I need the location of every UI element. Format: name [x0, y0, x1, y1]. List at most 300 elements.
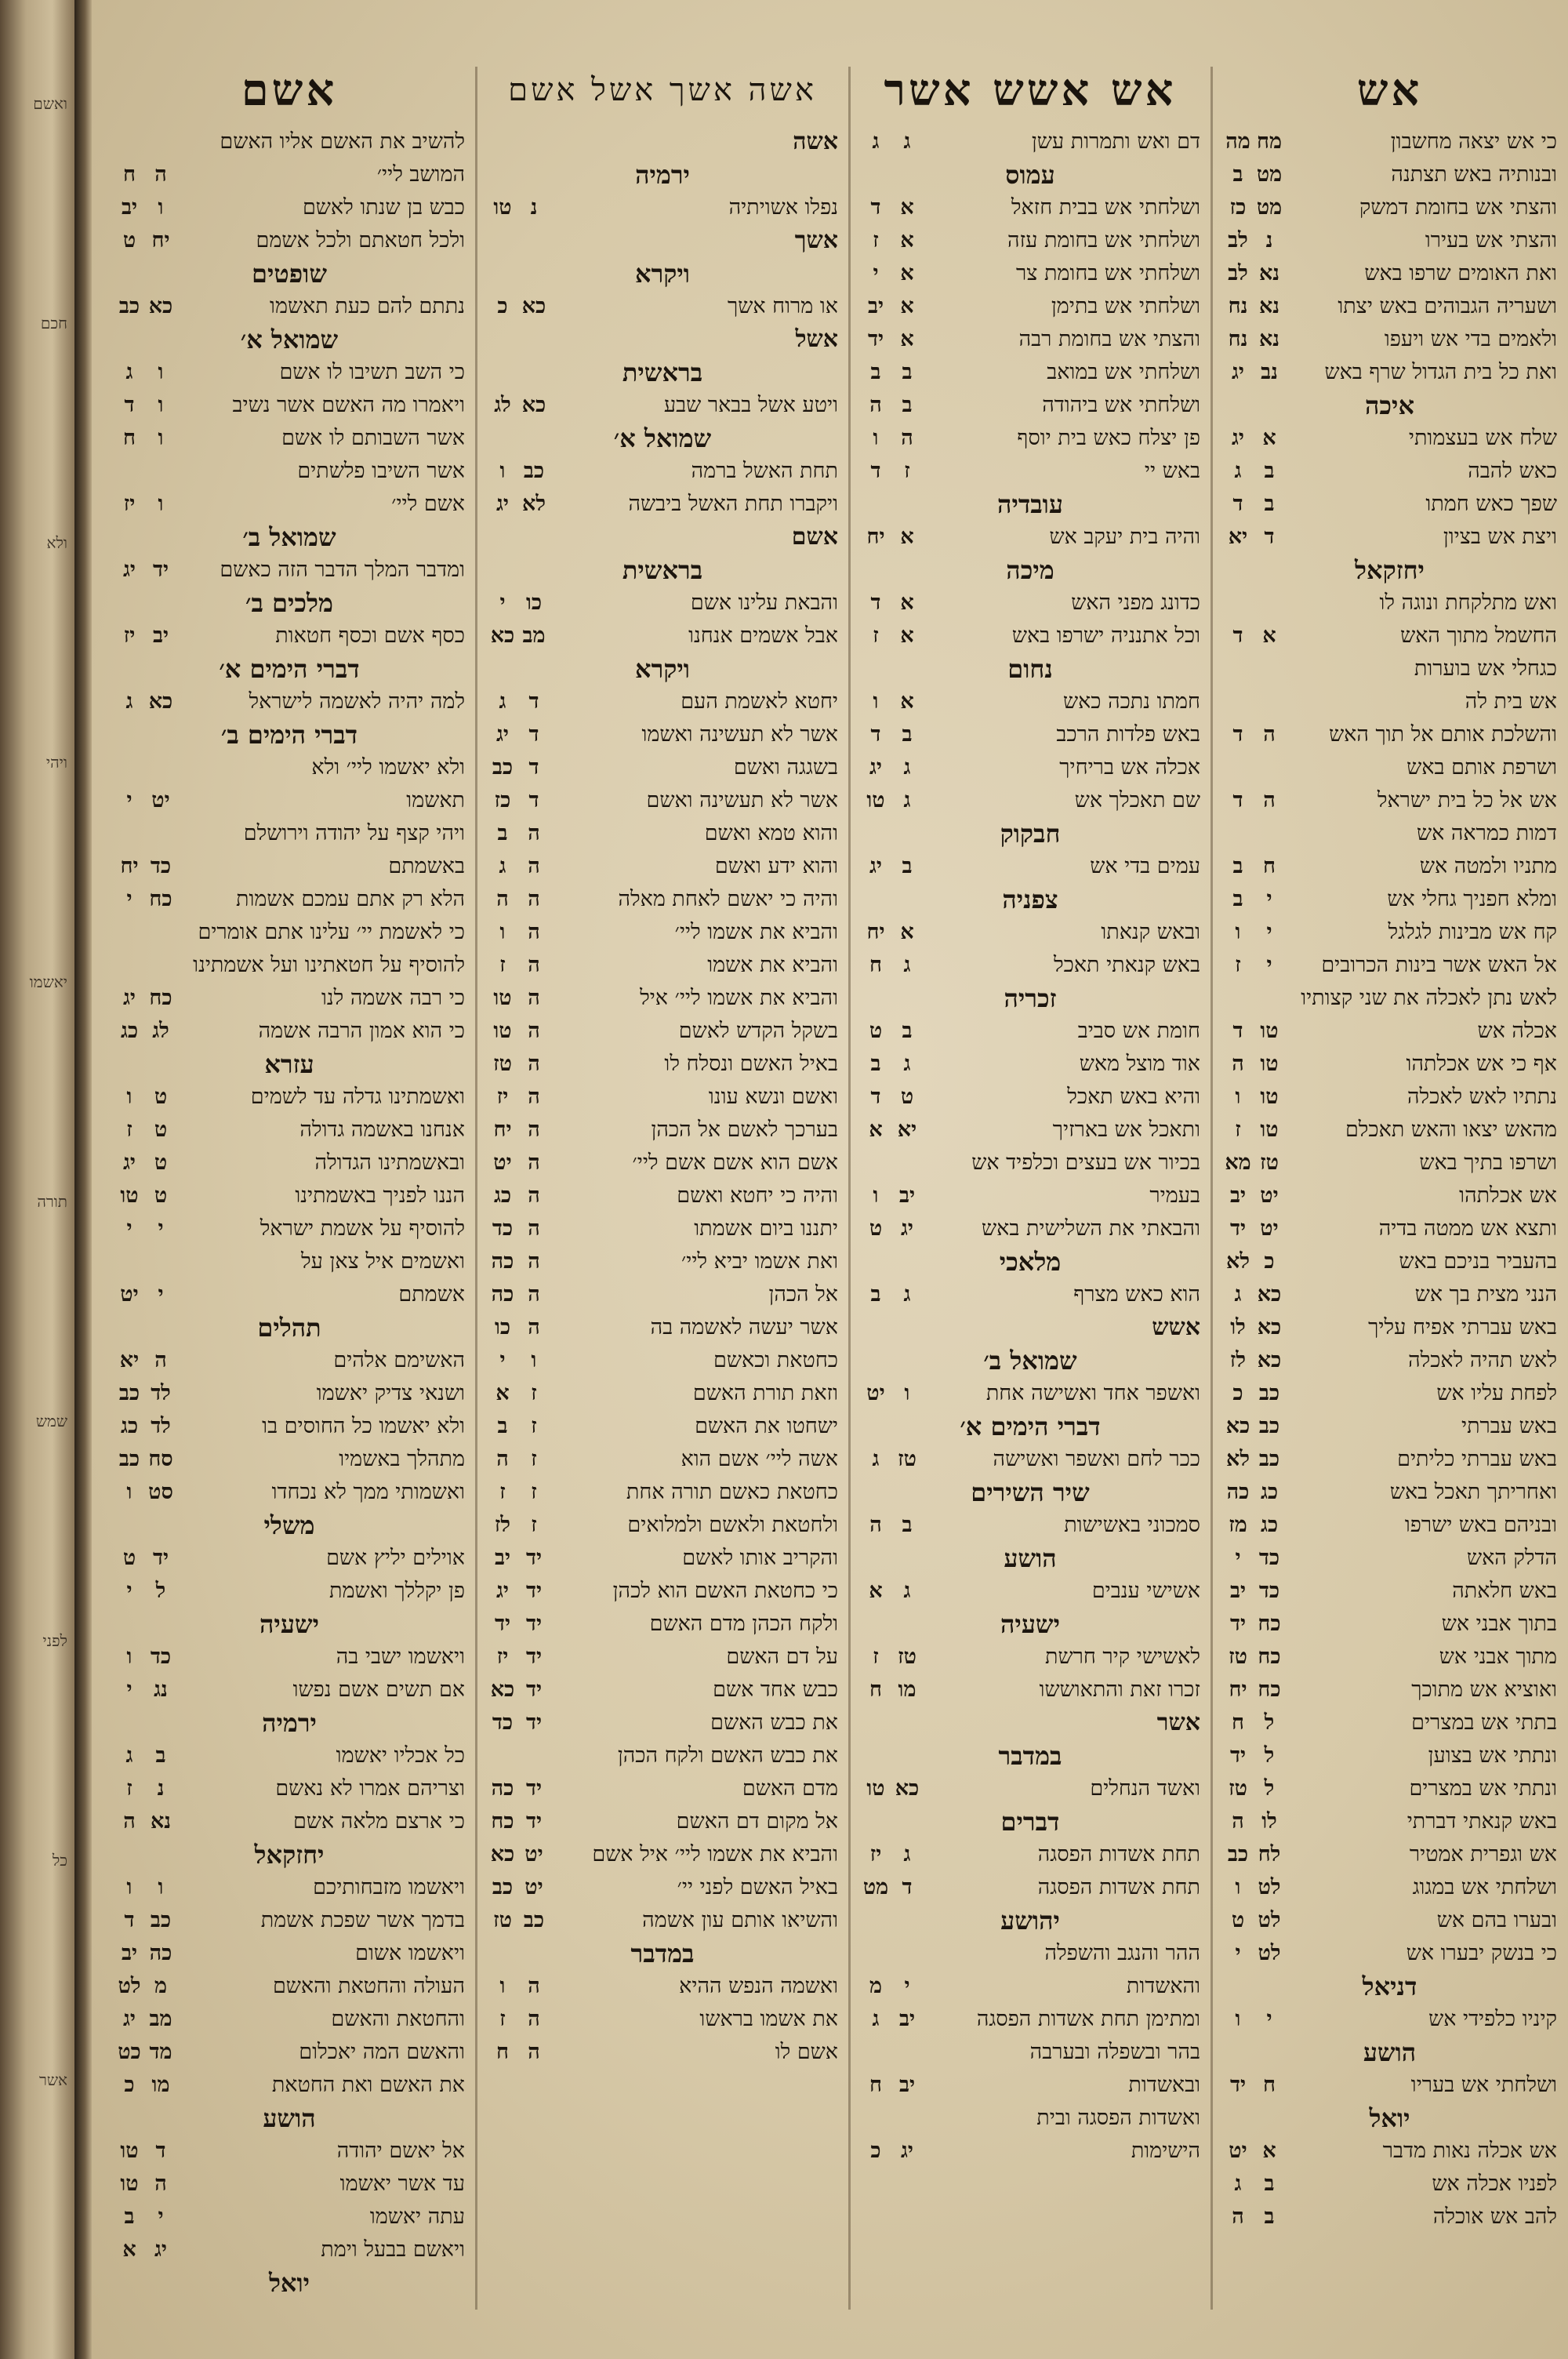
verse-number: לב [1228, 228, 1248, 253]
entry-text: ותצא אש ממטה בדיה [1378, 1216, 1557, 1241]
chapter-number: לד [151, 1414, 171, 1438]
verse-number: ז [1235, 1118, 1241, 1142]
entry-line [1222, 1212, 1557, 1245]
entry-line [1222, 125, 1557, 158]
entry-line [114, 1871, 465, 1904]
entry-text: תהלים [257, 1313, 321, 1343]
chapter-number: ג [903, 1842, 911, 1866]
chapter-number: ז [531, 1480, 537, 1504]
verse-number: יב [1229, 1183, 1247, 1208]
verse-number: ה [496, 887, 509, 911]
entry-text: כסף אשם וכסף חטאות [275, 623, 465, 648]
verse-number: לג [494, 393, 511, 417]
verse-number: ט [869, 1019, 883, 1043]
verse-number: לא [1226, 1447, 1250, 1471]
chapter-number: א [900, 195, 914, 220]
entry-line [860, 2069, 1200, 2102]
entry-text: באש עברתי [1461, 1414, 1557, 1438]
verse-number: כב [492, 1875, 514, 1899]
verse-number: יג [1232, 426, 1244, 450]
entry-text: ישעיה [1000, 1609, 1060, 1639]
entry-line [860, 1048, 1200, 1081]
chapter-number: מו [151, 2073, 170, 2097]
entry-line [487, 1443, 838, 1476]
verse-number: כד [492, 1710, 514, 1735]
chapter-number: טז [1260, 1150, 1279, 1175]
entry-line [114, 554, 465, 587]
entry-line [860, 224, 1200, 257]
verse-number: כא [490, 1842, 515, 1866]
chapter-number: ג [903, 1282, 911, 1307]
chapter-number: א [900, 591, 914, 615]
entry-text: ויאשמו ישבי בה [336, 1645, 465, 1669]
entry-text: לאש נתן לאכלה את שני קצותיו [1301, 986, 1557, 1010]
entry-text: עובדיה [997, 489, 1063, 519]
book-heading [860, 1542, 1200, 1575]
entry-text: אף כי אש אכלתהו [1406, 1052, 1557, 1076]
entry-line [114, 1180, 465, 1212]
verse-number: יד [1229, 1612, 1247, 1636]
entry-text: ושעריה הגבוהים באש יצתו [1338, 294, 1557, 318]
entry-line [1222, 323, 1557, 356]
entry-text: חמתו נתכה כאש [1062, 689, 1200, 714]
book-heading [487, 158, 838, 191]
entry-line [1222, 455, 1557, 488]
chapter-number: כב [1258, 1381, 1280, 1405]
chapter-number: יד [525, 1776, 543, 1801]
entry-text: והביא את אשמו ליי׳ איל [640, 986, 838, 1010]
entry-text: בעמיר [1149, 1183, 1200, 1208]
chapter-number: כא [895, 1776, 920, 1801]
entry-line [114, 1641, 465, 1674]
entry-text: והביא את אשמו [707, 953, 838, 977]
verse-number: יג [496, 722, 509, 747]
chapter-number: ב [902, 722, 913, 747]
book-heading [860, 1476, 1200, 1509]
book-heading [860, 554, 1200, 587]
verse-number: ג [1234, 1282, 1242, 1307]
entry-line [114, 1344, 465, 1377]
entry-line [860, 1278, 1200, 1311]
verse-number: יב [867, 294, 884, 318]
verse-number: ז [1235, 953, 1241, 977]
chapter-number: ד [902, 1875, 913, 1899]
chapter-number: ב [155, 1743, 166, 1768]
entry-line [487, 982, 838, 1015]
verse-number: ג [499, 689, 506, 714]
entry-line [114, 1476, 465, 1509]
entry-text: דברים [1000, 1807, 1060, 1837]
entry-text: דם ואש ותמרות עשן [1031, 129, 1200, 154]
entry-text: בכיור אש בעצים וכלפיד אש [971, 1150, 1200, 1175]
chapter-number: יט [151, 788, 170, 812]
verse-number: ז [499, 2007, 506, 2031]
entry-text: ואש מתלקחת ונוגה לו [1379, 591, 1557, 615]
chapter-number: י [1266, 887, 1272, 911]
verse-number: יז [496, 1085, 509, 1109]
entry-text: ושרפו בתיך באש [1419, 1150, 1557, 1175]
entry-text: והביא את אשמו ליי׳ [674, 920, 838, 944]
entry-line [114, 125, 465, 158]
book-heading [114, 2266, 465, 2299]
entry-text: באשמתם [388, 854, 465, 878]
verse-number: ב [1232, 854, 1243, 878]
book-heading [114, 1838, 465, 1871]
chapter-number: י [904, 1974, 910, 1998]
entry-text: וכל אתנניה ישרפו באש [1011, 623, 1200, 648]
book-heading [860, 1739, 1200, 1772]
chapter-number: ב [1264, 2205, 1275, 2229]
book-heading [860, 1805, 1200, 1838]
chapter-number: כד [150, 1645, 172, 1669]
chapter-number: נג [154, 1677, 168, 1702]
entry-line [487, 751, 838, 784]
entry-text: נפלו אשויתיה [728, 195, 838, 220]
entry-line [860, 916, 1200, 949]
verse-number: טז [493, 1908, 512, 1932]
entry-line [487, 455, 838, 488]
entry-line [860, 1081, 1200, 1114]
entry-line [114, 2135, 465, 2168]
entry-text: והיא באש תאכל [1067, 1085, 1200, 1109]
verse-number: ב [870, 360, 881, 384]
entry-text: והצתי אש בחומת רבה [1018, 327, 1200, 351]
verse-number: כב [118, 1381, 140, 1405]
entry-line [487, 587, 838, 620]
entry-text: ויקברו תחת האשל ביבשה [628, 492, 838, 516]
entry-line [860, 389, 1200, 422]
entry-list [849, 125, 1211, 2168]
chapter-number: נב [1261, 360, 1278, 384]
verse-number: ז [873, 1645, 879, 1669]
entry-text: ונתתי אש בצוען [1428, 1743, 1557, 1768]
verse-number: ב [497, 821, 508, 845]
entry-line [860, 1641, 1200, 1674]
entry-text: מיכה [1006, 555, 1054, 585]
entry-line [1222, 1838, 1557, 1871]
chapter-number: כא [1257, 1315, 1282, 1339]
entry-line [1222, 2135, 1557, 2168]
entry-text: עד אשר יאשמו [339, 2172, 465, 2196]
entry-line [1222, 1410, 1557, 1443]
entry-line [114, 1212, 465, 1245]
entry-text: חבקוק [1000, 819, 1061, 849]
entry-line [860, 1377, 1200, 1410]
entry-line [1222, 1344, 1557, 1377]
chapter-number: י [1266, 953, 1272, 977]
entry-text: מתהלך באשמיו [339, 1447, 465, 1471]
entry-text: כאש להבה [1468, 459, 1557, 483]
entry-text: כי אש יצאה מחשבון [1390, 129, 1557, 154]
entry-text: ואשדות הפסגה ובית [1036, 2106, 1200, 2130]
entry-line [114, 1904, 465, 1937]
verse-number: לז [1229, 1348, 1247, 1372]
entry-line [114, 158, 465, 191]
entry-text: דניאל [1362, 1972, 1417, 2001]
entry-text: למה יהיה לאשמה לישראל [249, 689, 465, 714]
entry-line [114, 1542, 465, 1575]
verse-number: ד [124, 393, 135, 417]
chapter-number: יג [901, 2139, 913, 2163]
entry-text: כגחלי אש בוערות [1414, 656, 1557, 681]
entry-text: והקריב אותו לאשם [682, 1546, 838, 1570]
chapter-number: יט [524, 1842, 543, 1866]
chapter-number: כד [150, 854, 172, 878]
entry-text: בתתי אש במצרים [1411, 1710, 1557, 1735]
chapter-number: יד [525, 1546, 543, 1570]
entry-line [1222, 1674, 1557, 1707]
entry-text: והבאתי את השלישית באש [982, 1216, 1200, 1241]
entry-line [487, 2036, 838, 2069]
chapter-number: ד [1264, 525, 1275, 549]
entry-line [1222, 1114, 1557, 1147]
verse-number: יד [1229, 2073, 1247, 2097]
entry-line [1222, 1476, 1557, 1509]
chapter-number: מד [149, 2040, 172, 2064]
verse-number: יד [1229, 1743, 1247, 1768]
entry-text: ואוציא אש מתוכך [1411, 1677, 1557, 1702]
entry-text: לפחת עליו אש [1436, 1381, 1557, 1405]
entry-text: ושלחתי אש ביהודה [1042, 393, 1200, 417]
entry-text: ויאשמו מזבחותיכם [313, 1875, 465, 1899]
entry-line [114, 982, 465, 1015]
chapter-number: נ [1265, 228, 1273, 253]
entry-text: ושלחתי אש בתימן [1051, 294, 1200, 318]
column-rule [1210, 67, 1213, 2310]
entry-text: יהושע [1000, 1906, 1060, 1936]
entry-text: נחום [1007, 654, 1053, 684]
verse-number: יא [119, 1348, 140, 1372]
entry-line [1222, 949, 1557, 982]
entry-text: והשלכת אותם אל תוך האש [1329, 722, 1557, 747]
column-rule [848, 67, 851, 2310]
verse-number: ג [872, 129, 880, 154]
entry-line [1222, 1245, 1557, 1278]
entry-text: ושלחתי אש במואב [1047, 360, 1200, 384]
entry-line [1222, 784, 1557, 817]
chapter-number: טז [898, 1645, 916, 1669]
facing-page-fragment: כל [52, 1851, 67, 1870]
entry-line [1222, 718, 1557, 751]
chapter-number: ח [1263, 854, 1276, 878]
verse-number: טו [493, 1019, 512, 1043]
entry-text: ואשמתינו גדלה עד לשמים [250, 1085, 465, 1109]
verse-number: י [126, 1677, 132, 1702]
chapter-number: ו [158, 393, 164, 417]
entry-text: והצתי אש בחומת דמשק [1359, 195, 1557, 220]
entry-line [114, 784, 465, 817]
entry-text: בשקל הקדש לאשם [678, 1019, 838, 1043]
verse-number: ט [1231, 1908, 1245, 1932]
entry-line [860, 521, 1200, 554]
chapter-number: ב [1264, 492, 1275, 516]
chapter-number: ה [528, 1974, 540, 1998]
chapter-number: ט [900, 1085, 914, 1109]
entry-line [860, 1509, 1200, 1542]
book-heading [1222, 2102, 1557, 2135]
verse-number: ז [873, 623, 879, 648]
entry-line [114, 2234, 465, 2266]
entry-text: ככר לחם ואשפר ואשישה [993, 1447, 1200, 1471]
chapter-number: לט [1258, 1941, 1281, 1965]
verse-number: ד [1232, 623, 1243, 648]
entry-line [1222, 1542, 1557, 1575]
chapter-number: ו [158, 426, 164, 450]
verse-number: ג [125, 1743, 133, 1768]
entry-line [114, 488, 465, 521]
entry-line [1222, 257, 1557, 290]
chapter-number: לא [522, 492, 546, 516]
entry-text: והוא ידע ואשם [714, 854, 838, 878]
verse-number: ו [499, 920, 506, 944]
entry-text: כי בנשק יבערו אש [1406, 1941, 1557, 1965]
entry-text: אשישי ענבים [1091, 1579, 1200, 1603]
facing-page-fragment: שמש [35, 1412, 67, 1430]
entry-text: לאש תהיה לאכלה [1408, 1348, 1557, 1372]
entry-text: ובאשמתינו הגדולה [314, 1150, 465, 1175]
entry-line [114, 1937, 465, 1970]
verse-number: כב [118, 294, 140, 318]
chapter-number: לט [1258, 1908, 1281, 1932]
chapter-number: יא [897, 1118, 917, 1142]
book-heading [114, 1311, 465, 1344]
entry-text: והצתי אש בעירו [1425, 228, 1557, 253]
entry-text: כי השב תשיבו לו אשם [279, 360, 465, 384]
verse-number: ג [872, 1447, 880, 1471]
book-heading [114, 1608, 465, 1641]
entry-line [114, 850, 465, 883]
entry-text: שמואל ב׳ [242, 522, 336, 552]
book-heading [860, 488, 1200, 521]
entry-line [487, 784, 838, 817]
verse-number: ב [1232, 887, 1243, 911]
entry-text: עמים בדי אש [1090, 854, 1200, 878]
entry-text: אכלה אש [1477, 1019, 1557, 1043]
entry-text: והחטאת והאשם [331, 2007, 465, 2031]
entry-text: דברי הימים א׳ [960, 1412, 1101, 1441]
chapter-number: ט [154, 1150, 168, 1175]
entry-line [860, 1180, 1200, 1212]
book-heading [860, 982, 1200, 1015]
entry-text: ואחריתך תאכל באש [1389, 1480, 1557, 1504]
entry-line [487, 1608, 838, 1641]
entry-line [487, 850, 838, 883]
entry-text: הושע [1363, 2037, 1417, 2067]
entry-line [1222, 2201, 1557, 2234]
chapter-number: נא [1258, 294, 1280, 318]
chapter-number: כא [148, 294, 173, 318]
chapter-number: מב [149, 2007, 172, 2031]
book-heading [860, 1608, 1200, 1641]
entry-text: ואשד הנחלים [1090, 1776, 1200, 1801]
entry-line [1222, 1904, 1557, 1937]
verse-number: ב [870, 1282, 881, 1307]
verse-number: ג [872, 2007, 880, 2031]
entry-text: שלח אש בעצמותי [1408, 426, 1557, 450]
entry-line [487, 916, 838, 949]
entry-text: זכריה [1004, 983, 1057, 1013]
entry-text: בראשית [622, 358, 703, 387]
entry-line [1222, 652, 1557, 685]
chapter-number: מ [154, 1974, 167, 1998]
column-asham [103, 0, 476, 2359]
entry-text: הושע [1004, 1543, 1057, 1573]
verse-number: יז [869, 1842, 882, 1866]
entry-text: יחזקאל [1355, 555, 1425, 585]
entry-text: בשגגה ואשם [733, 755, 838, 780]
verse-number: ד [870, 1085, 881, 1109]
chapter-number: כח [1258, 1612, 1281, 1636]
entry-text: ושלחתי אש בבית חזאל [1011, 195, 1200, 220]
entry-line [487, 883, 838, 916]
entry-line [860, 455, 1200, 488]
entry-line [487, 191, 838, 224]
book-heading [114, 257, 465, 290]
entry-text: פן יקללך ואשמת [329, 1579, 465, 1603]
entry-line [1222, 1509, 1557, 1542]
entry-text: ושרפת אותם באש [1406, 755, 1557, 780]
verse-number: יט [866, 1381, 885, 1405]
entry-text: להב אש אוכלה [1432, 2205, 1557, 2229]
facing-page-fragment: תורה [37, 1192, 67, 1211]
chapter-number: כא [521, 294, 546, 318]
book-heading [487, 554, 838, 587]
book-heading [860, 1344, 1200, 1377]
chapter-number: ז [531, 1447, 537, 1471]
verse-number: ח [1232, 1710, 1244, 1735]
chapter-number: ה [528, 821, 540, 845]
chapter-number: ט [154, 1085, 168, 1109]
entry-line [487, 1739, 838, 1772]
entry-line [487, 1147, 838, 1180]
verse-number: ג [499, 854, 506, 878]
verse-number: טו [120, 2139, 139, 2163]
verse-number: יב [121, 195, 138, 220]
column-heading: אש [1356, 64, 1423, 116]
entry-text: ולא יאשמו ליי׳ ולא [311, 755, 465, 780]
entry-text: והשיאו אותם עון אשמה [642, 1908, 838, 1932]
entry-line [114, 1443, 465, 1476]
chapter-number: ה [528, 1118, 540, 1142]
chapter-number: ה [528, 986, 540, 1010]
chapter-number: כח [149, 887, 172, 911]
verse-number: טו [493, 195, 512, 220]
entry-text: והיה כי יחטא ואשם [677, 1183, 838, 1208]
root-heading [487, 224, 838, 257]
entry-line [487, 1048, 838, 1081]
entry-text: עזרא [264, 1049, 314, 1079]
verse-number: ו [1235, 920, 1241, 944]
verse-number: ח [869, 953, 882, 977]
entry-line [487, 290, 838, 323]
verse-number: יג [1232, 360, 1244, 384]
verse-number: כג [120, 1414, 139, 1438]
entry-text: באש קנאתי תאכל [1054, 953, 1200, 977]
chapter-number: טו [1260, 1118, 1279, 1142]
entry-line [1222, 620, 1557, 652]
entry-text: כי לאשמת יי׳ עלינו אתם אומרים [198, 920, 465, 944]
verse-number: ו [1235, 1875, 1241, 1899]
entry-text: במדבר [998, 1741, 1062, 1771]
entry-text: שמואל א׳ [613, 423, 712, 453]
book-heading [860, 158, 1200, 191]
verse-number: ח [123, 426, 136, 450]
entry-line [487, 1015, 838, 1048]
entry-text: אשך [794, 227, 838, 254]
entry-line [487, 1212, 838, 1245]
entry-text: צפניה [1002, 885, 1058, 914]
entry-text: שיר השירים [971, 1478, 1090, 1507]
